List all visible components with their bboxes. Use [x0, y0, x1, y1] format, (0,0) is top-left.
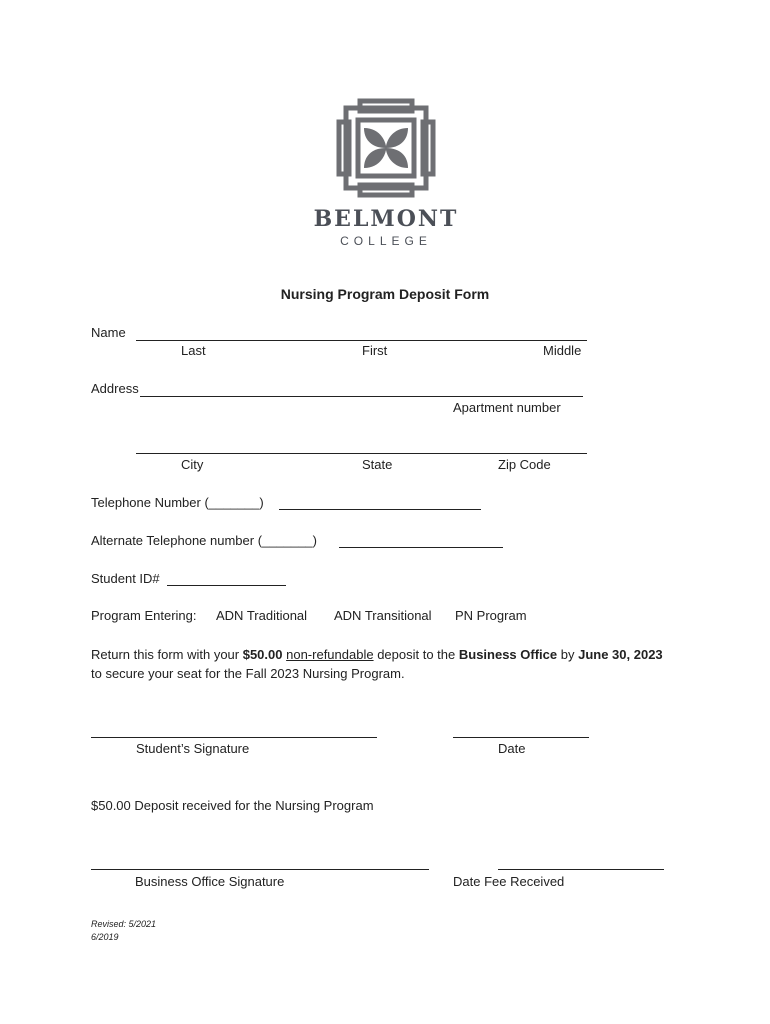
instructions-text: by: [557, 647, 579, 662]
logo-subtitle: COLLEGE: [340, 234, 432, 248]
logo-wordmark: BELMONT: [313, 206, 459, 232]
deadline-text: June 30, 2023: [578, 647, 663, 662]
name-first-caption: First: [362, 343, 388, 358]
date-fee-field[interactable]: [498, 869, 664, 870]
program-option-adn-traditional[interactable]: ADN Traditional: [216, 608, 308, 623]
date-fee-caption: Date Fee Received: [453, 874, 565, 889]
nonrefundable-text: non-refundable: [286, 647, 374, 662]
instructions-text: to secure your seat for the Fall 2023 Nursing Program.: [91, 666, 405, 681]
program-label: Program Entering:: [91, 608, 197, 623]
date-caption: Date: [498, 741, 526, 756]
program-option-adn-transitional[interactable]: ADN Transitional: [334, 608, 432, 623]
original-date: 6/2019: [91, 932, 119, 942]
student-id-field[interactable]: [167, 585, 286, 586]
telephone-label: Telephone Number (_______): [91, 495, 264, 510]
zip-caption: Zip Code: [498, 457, 551, 472]
instructions-text: deposit to the: [373, 647, 459, 662]
office-signature-caption: Business Office Signature: [135, 874, 285, 889]
name-label: Name: [91, 325, 126, 340]
deposit-received-text: $50.00 Deposit received for the Nursing Program: [91, 798, 374, 813]
address-field[interactable]: [140, 396, 583, 397]
office-signature-field[interactable]: [91, 869, 429, 870]
name-last-caption: Last: [181, 343, 206, 358]
college-logo: [296, 98, 476, 258]
instructions-paragraph: [91, 645, 671, 683]
alt-telephone-field[interactable]: [339, 547, 503, 548]
city-state-zip-field[interactable]: [136, 453, 587, 454]
student-signature-caption: Student’s Signature: [136, 741, 250, 756]
apartment-caption: Apartment number: [453, 400, 561, 415]
revised-date: Revised: 5/2021: [91, 919, 157, 929]
form-title: Nursing Program Deposit Form: [280, 286, 490, 302]
student-signature-field[interactable]: [91, 737, 377, 738]
alt-telephone-label: Alternate Telephone number (_______): [91, 533, 317, 548]
state-caption: State: [362, 457, 393, 472]
name-middle-caption: Middle: [543, 343, 582, 358]
deposit-amount: $50.00: [242, 647, 283, 662]
name-field[interactable]: [136, 340, 587, 341]
address-label: Address: [91, 381, 139, 396]
telephone-field[interactable]: [279, 509, 481, 510]
program-option-pn[interactable]: PN Program: [455, 608, 527, 623]
business-office-text: Business Office: [458, 647, 558, 662]
logo-emblem-icon: [296, 98, 476, 198]
instructions-text: Return this form with your: [91, 647, 243, 662]
city-caption: City: [181, 457, 204, 472]
student-date-field[interactable]: [453, 737, 589, 738]
student-id-label: Student ID#: [91, 571, 160, 586]
